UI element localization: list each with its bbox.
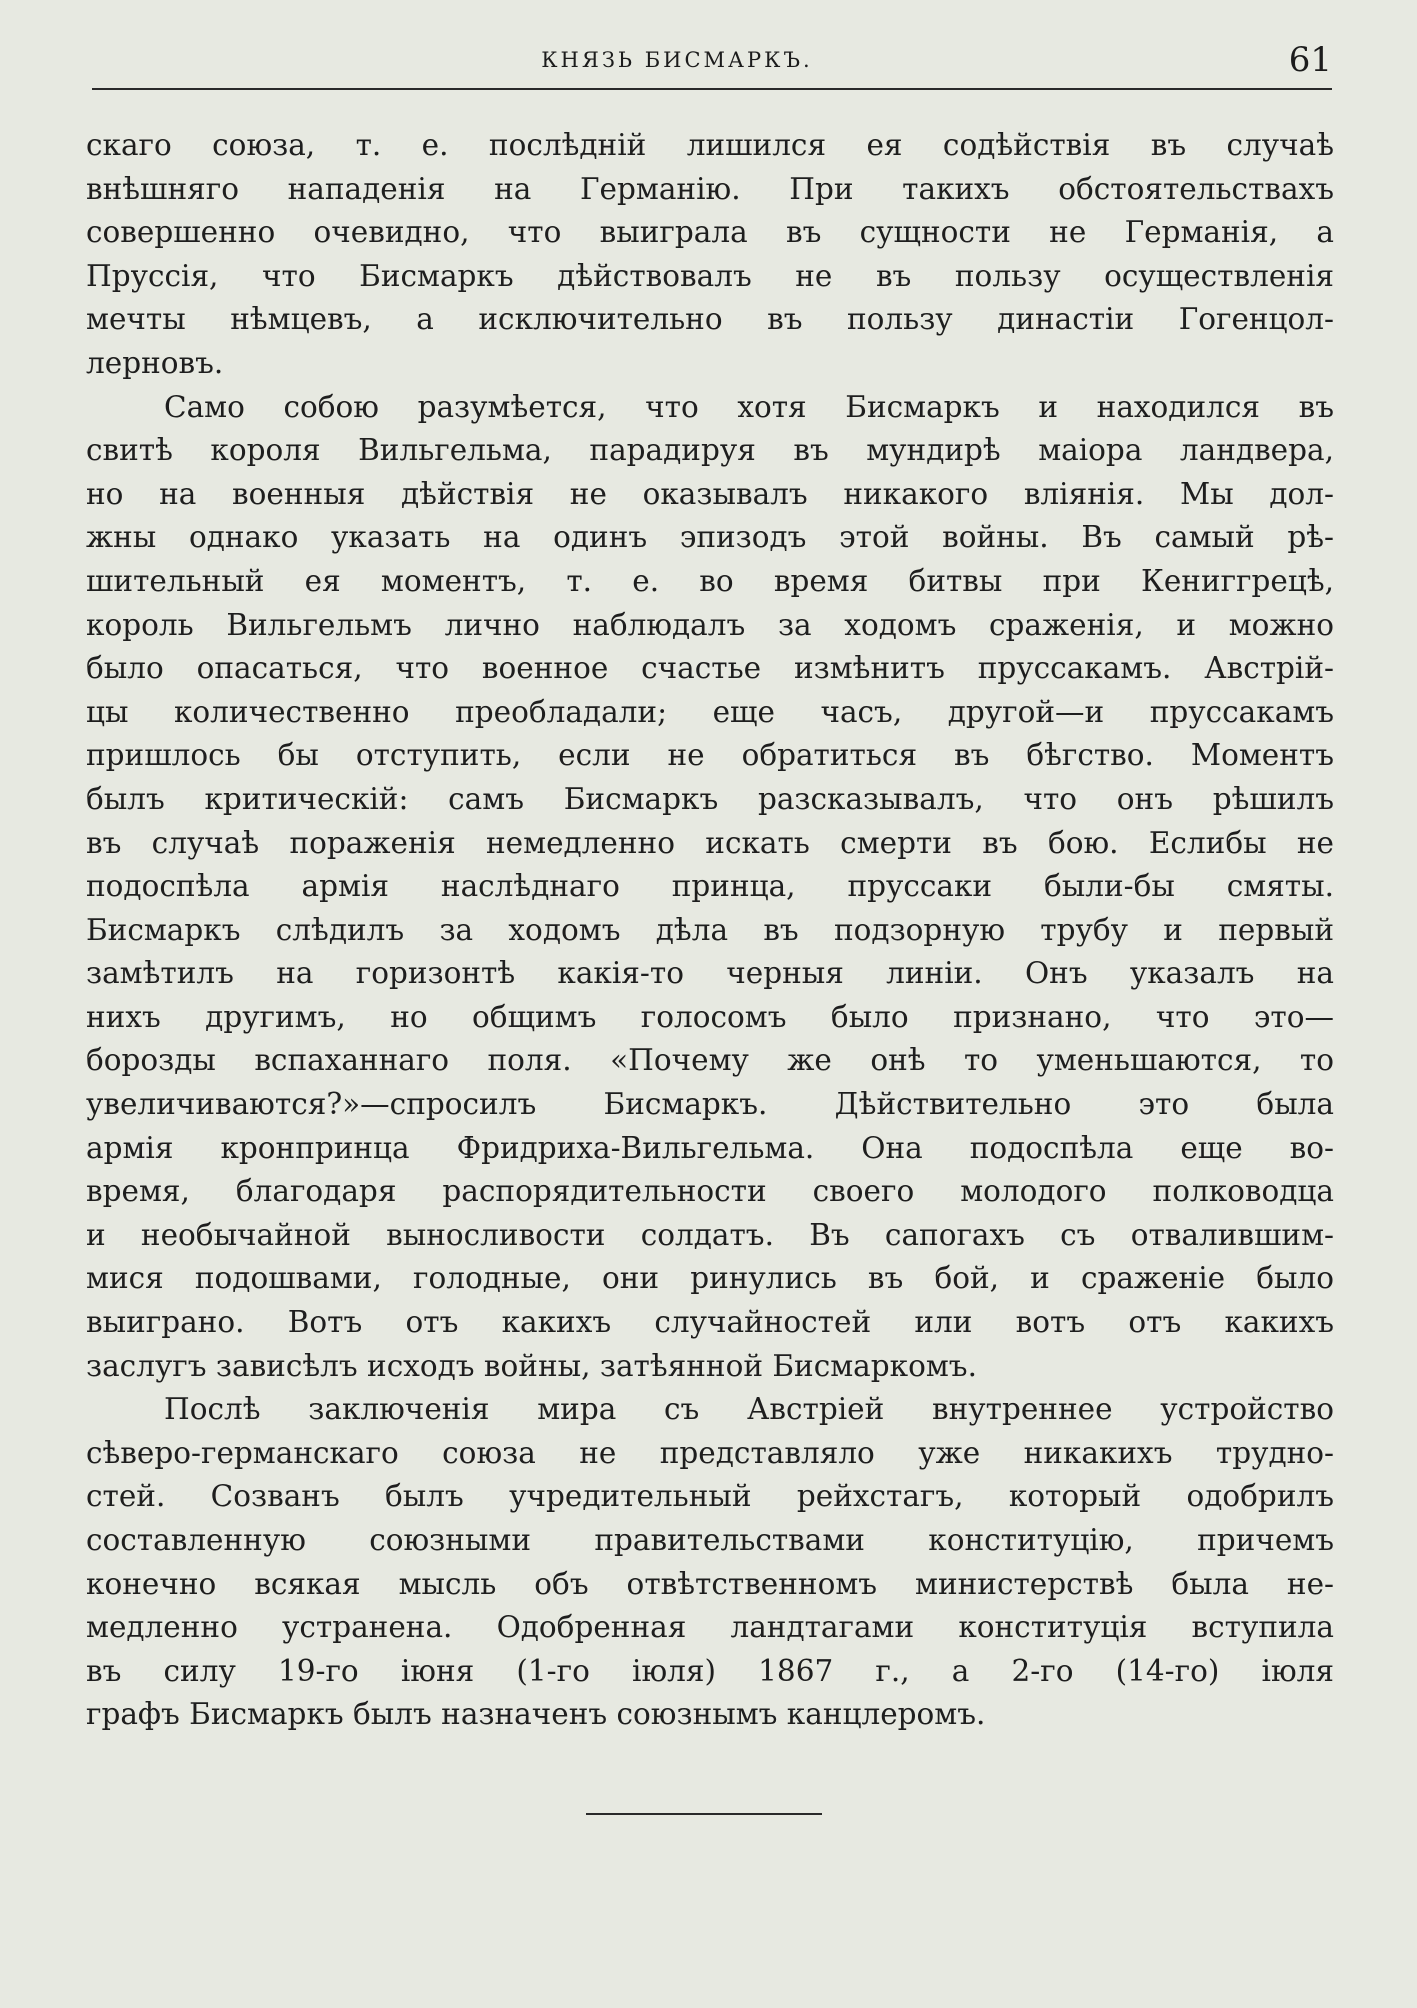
text-line: но на военныя дѣйствія не оказывалъ никакого вліянія. Мы дол- bbox=[86, 476, 1334, 511]
text-line: король Вильгельмъ лично наблюдалъ за ходомъ сраженія, и можно bbox=[86, 607, 1334, 642]
text-line: скаго союза, т. е. послѣдній лишился ея содѣйствія въ случаѣ bbox=[86, 128, 1334, 162]
text-line: время, благодаря распорядительности своего молодого полководца bbox=[86, 1174, 1334, 1209]
page-number: 61 bbox=[1288, 40, 1332, 80]
text-line: и необычайной выносливости солдатъ. Въ сапогахъ съ отвалившим- bbox=[86, 1217, 1334, 1252]
text-line: сѣверо-германскаго союза не представляло уже никакихъ трудно- bbox=[86, 1435, 1334, 1470]
text-line: борозды вспаханнаго поля. «Почему же онѣ то уменьшаются, то bbox=[86, 1043, 1334, 1078]
text-line: въ силу 19-го іюня (1-го іюля) 1867 г., а 2-го (14-го) іюля bbox=[86, 1653, 1334, 1688]
text-line: внѣшняго нападенія на Германію. При такихъ обстоятельствахъ bbox=[86, 171, 1334, 206]
text-line: конечно всякая мысль объ отвѣтственномъ министерствѣ была не- bbox=[86, 1566, 1334, 1601]
text-line: выиграно. Вотъ отъ какихъ случайностей или вотъ отъ какихъ bbox=[86, 1305, 1334, 1340]
text-line: увеличиваются?»—спросилъ Бисмаркъ. Дѣйствительно это была bbox=[86, 1087, 1334, 1122]
text-line: жны однако указать на одинъ эпизодъ этой войны. Въ самый рѣ- bbox=[86, 520, 1334, 555]
text-line: цы количественно преобладали; еще часъ, другой—и пруссакамъ bbox=[86, 694, 1334, 729]
header-rule bbox=[92, 88, 1332, 90]
running-title: КНЯЗЬ БИСМАРКЪ. bbox=[541, 48, 813, 72]
text-line: составленную союзными правительствами конституцію, причемъ bbox=[86, 1523, 1334, 1557]
text-line: замѣтилъ на горизонтѣ какія-то черныя линіи. Онъ указалъ на bbox=[86, 956, 1334, 991]
text-line: пришлось бы отступить, если не обратиться въ бѣгство. Моментъ bbox=[86, 738, 1334, 773]
chapter-end-rule bbox=[586, 1813, 822, 1815]
text-line: Послѣ заключенія мира съ Австріей внутреннее устройство bbox=[164, 1392, 1334, 1427]
paragraph bbox=[86, 124, 1334, 386]
text-line: былъ критическій: самъ Бисмаркъ разсказывалъ, что онъ рѣшилъ bbox=[86, 781, 1334, 816]
text-line: мися подошвами, голодные, они ринулись въ бой, и сраженіе было bbox=[86, 1261, 1334, 1296]
text-line: графъ Бисмаркъ былъ назначенъ союзнымъ канцлеромъ. bbox=[86, 1697, 986, 1732]
text-line: шительный ея моментъ, т. е. во время битвы при Кениггрецѣ, bbox=[86, 563, 1334, 598]
text-line: Само собою разумѣется, что хотя Бисмаркъ и находился въ bbox=[164, 389, 1334, 424]
running-head bbox=[92, 40, 1332, 88]
text-line: мечты нѣмцевъ, а исключительно въ пользу династіи Гогенцол- bbox=[86, 302, 1334, 337]
text-line: свитѣ короля Вильгельма, парадируя въ мундирѣ маіора ландвера, bbox=[86, 433, 1334, 468]
text-line: Бисмаркъ слѣдилъ за ходомъ дѣла въ подзорную трубу и первый bbox=[86, 912, 1334, 947]
text-line: нихъ другимъ, но общимъ голосомъ было признано, что это— bbox=[86, 999, 1334, 1034]
text-line: подоспѣла армія наслѣднаго принца, пруссаки были-бы смяты. bbox=[86, 869, 1334, 904]
text-line: совершенно очевидно, что выиграла въ сущности не Германія, а bbox=[86, 215, 1334, 250]
text-line: лерновъ. bbox=[86, 345, 224, 380]
body-text bbox=[86, 124, 1334, 1737]
paragraph bbox=[86, 386, 1334, 1389]
text-line: Пруссія, что Бисмаркъ дѣйствовалъ не въ пользу осуществленія bbox=[86, 258, 1334, 293]
paragraph bbox=[86, 1388, 1334, 1737]
text-line: стей. Созванъ былъ учредительный рейхстагъ, который одобрилъ bbox=[86, 1479, 1334, 1514]
text-line: было опасаться, что военное счастье измѣнитъ пруссакамъ. Австрій- bbox=[86, 651, 1334, 686]
text-line: въ случаѣ пораженія немедленно искать смерти въ бою. Еслибы не bbox=[86, 825, 1334, 860]
text-line: медленно устранена. Одобренная ландтагами конституція вступила bbox=[86, 1610, 1334, 1645]
text-line: армія кронпринца Фридриха-Вильгельма. Она подоспѣла еще во- bbox=[86, 1130, 1334, 1165]
text-line: заслугъ зависѣлъ исходъ войны, затѣянной Бисмаркомъ. bbox=[86, 1348, 977, 1383]
